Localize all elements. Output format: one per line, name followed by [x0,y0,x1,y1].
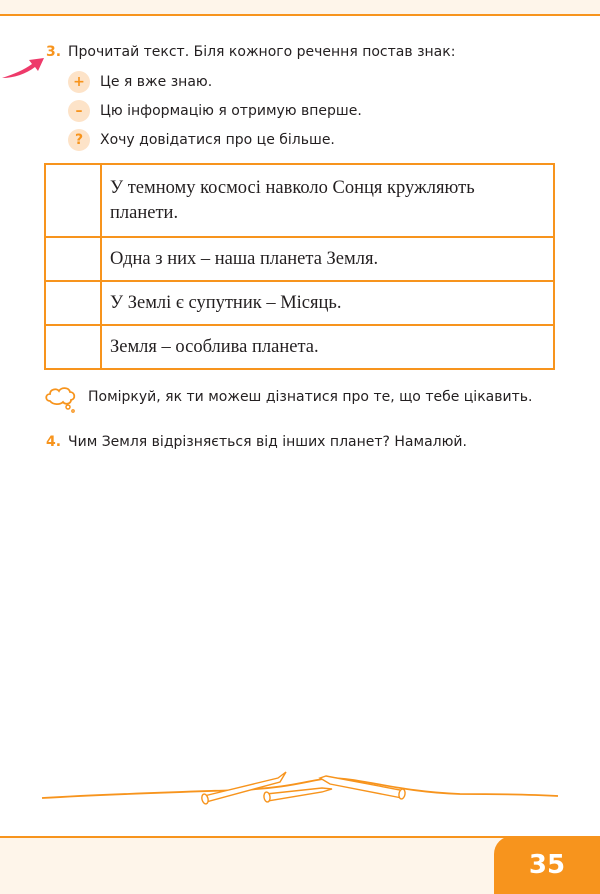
legend-item-new [68,99,362,123]
table-row [45,281,554,325]
legend-label-more: Хочу довідатися про це більше. [100,132,335,148]
table-row [45,164,554,237]
table-row [45,237,554,281]
thought-cloud-icon [44,385,78,413]
pointer-arrow-icon [0,54,46,80]
task-3-number: 3. [46,44,62,60]
legend-item-known [68,70,212,94]
drawing-area-line-with-pencils[interactable] [40,762,560,812]
sentences-table [44,163,555,370]
question-icon: ? [68,129,90,151]
page-number: 35 [494,836,600,894]
sentence-cell: Земля – особлива планета. [101,325,554,369]
mark-input-cell[interactable] [45,237,101,281]
legend-label-known: Це я вже знаю. [100,74,213,90]
mark-input-cell[interactable] [45,325,101,369]
plus-icon: + [68,71,90,93]
task-3-instruction: Прочитай текст. Біля кожного речення постав знак: [68,44,456,60]
minus-icon: – [68,100,90,122]
pencil-icon [320,776,406,799]
pencil-icon [263,788,332,802]
top-header-strip [0,0,600,16]
task-4-number: 4. [46,434,62,450]
task-4-instruction: Чим Земля відрізняється від інших планет? Намалюй. [68,434,467,450]
sentence-cell: Одна з них – наша планета Земля. [101,237,554,281]
legend-item-more [68,128,335,152]
table-row [45,325,554,369]
sentence-cell: У Землі є супутник – Місяць. [101,281,554,325]
sentence-cell: У темному космосі навколо Сонця кружляють планети. [101,164,554,237]
reflection-text: Поміркуй, як ти можеш дізнатися про те, що тебе цікавить. [88,389,533,405]
mark-input-cell[interactable] [45,281,101,325]
legend-label-new: Цю інформацію я отримую вперше. [100,103,362,119]
mark-input-cell[interactable] [45,164,101,237]
